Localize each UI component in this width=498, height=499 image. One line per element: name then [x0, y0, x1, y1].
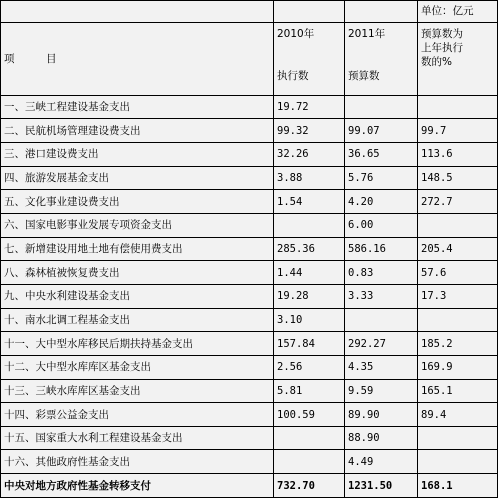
total-row	[1, 474, 498, 498]
value-pct: 205.4	[418, 237, 498, 261]
blank-cell	[1, 1, 274, 23]
item-cell: 九、中央水利建设基金支出	[1, 284, 274, 308]
value-2010	[274, 426, 345, 450]
value-2011: 36.65	[345, 142, 418, 166]
table-row	[1, 355, 498, 379]
table-row	[1, 379, 498, 403]
value-2011: 0.83	[345, 261, 418, 285]
value-2011: 4.35	[345, 355, 418, 379]
value-2011	[345, 95, 418, 119]
value-2011: 6.00	[345, 213, 418, 237]
table-row	[1, 166, 498, 190]
table-row	[1, 332, 498, 356]
value-2011: 88.90	[345, 426, 418, 450]
value-pct: 272.7	[418, 190, 498, 214]
value-2010: 3.10	[274, 308, 345, 332]
item-cell: 十二、大中型水库库区基金支出	[1, 355, 274, 379]
unit-row	[1, 1, 498, 23]
item-cell: 七、新增建设用地土地有偿使用费支出	[1, 237, 274, 261]
value-2010: 99.32	[274, 119, 345, 143]
table-row	[1, 190, 498, 214]
value-2010: 285.36	[274, 237, 345, 261]
table-row	[1, 237, 498, 261]
value-2011: 3.33	[345, 284, 418, 308]
header-row	[1, 22, 498, 95]
value-pct: 165.1	[418, 379, 498, 403]
item-cell: 十五、国家重大水利工程建设基金支出	[1, 426, 274, 450]
table-row	[1, 284, 498, 308]
item-cell: 六、国家电影事业发展专项资金支出	[1, 213, 274, 237]
value-2011: 4.49	[345, 450, 418, 474]
value-2010: 2.56	[274, 355, 345, 379]
item-cell: 十六、其他政府性基金支出	[1, 450, 274, 474]
value-pct: 148.5	[418, 166, 498, 190]
value-2011: 5.76	[345, 166, 418, 190]
item-cell: 十三、三峡水库库区基金支出	[1, 379, 274, 403]
value-2011: 4.20	[345, 190, 418, 214]
item-cell: 十、南水北调工程基金支出	[1, 308, 274, 332]
header-2011-year: 2011年	[348, 27, 386, 40]
value-2011: 9.59	[345, 379, 418, 403]
value-pct: 99.7	[418, 119, 498, 143]
value-2010: 1.44	[274, 261, 345, 285]
value-pct	[418, 213, 498, 237]
header-item-label: 项 目	[4, 52, 57, 65]
value-2010: 1.54	[274, 190, 345, 214]
total-2010: 732.70	[274, 474, 345, 498]
table-row	[1, 426, 498, 450]
value-2010: 3.88	[274, 166, 345, 190]
table-row	[1, 308, 498, 332]
total-2011: 1231.50	[345, 474, 418, 498]
value-2010	[274, 213, 345, 237]
unit-label: 单位：亿元	[418, 1, 498, 23]
value-2011: 586.16	[345, 237, 418, 261]
table-row	[1, 213, 498, 237]
value-pct	[418, 426, 498, 450]
value-2010: 157.84	[274, 332, 345, 356]
value-2010: 32.26	[274, 142, 345, 166]
value-pct: 17.3	[418, 284, 498, 308]
table-row	[1, 142, 498, 166]
item-cell: 十一、大中型水库移民后期扶持基金支出	[1, 332, 274, 356]
item-cell: 一、三峡工程建设基金支出	[1, 95, 274, 119]
value-2010: 19.72	[274, 95, 345, 119]
value-pct	[418, 95, 498, 119]
table-row	[1, 261, 498, 285]
header-2010	[274, 22, 345, 95]
item-cell: 四、旅游发展基金支出	[1, 166, 274, 190]
header-item	[1, 22, 274, 95]
header-pct-l2: 上年执行	[421, 41, 463, 54]
header-2010-sub: 执行数	[277, 69, 309, 82]
header-pct	[418, 22, 498, 95]
value-2010: 100.59	[274, 403, 345, 427]
item-cell: 十四、彩票公益金支出	[1, 403, 274, 427]
value-pct: 113.6	[418, 142, 498, 166]
header-2011-sub: 预算数	[348, 69, 380, 82]
table-row	[1, 95, 498, 119]
table-row	[1, 119, 498, 143]
value-pct: 57.6	[418, 261, 498, 285]
blank-cell	[274, 1, 345, 23]
value-pct	[418, 308, 498, 332]
value-2011: 292.27	[345, 332, 418, 356]
value-2011: 89.90	[345, 403, 418, 427]
value-2010: 19.28	[274, 284, 345, 308]
header-2010-year: 2010年	[277, 27, 315, 40]
blank-cell	[345, 1, 418, 23]
value-2011	[345, 308, 418, 332]
header-pct-l1: 预算数为	[421, 27, 463, 40]
header-pct-l3: 数的%	[421, 55, 452, 68]
total-item-cell: 中央对地方政府性基金转移支付	[1, 474, 274, 498]
item-cell: 二、民航机场管理建设费支出	[1, 119, 274, 143]
value-pct: 89.4	[418, 403, 498, 427]
table-row	[1, 450, 498, 474]
table-row	[1, 403, 498, 427]
item-cell: 八、森林植被恢复费支出	[1, 261, 274, 285]
value-2010: 5.81	[274, 379, 345, 403]
item-cell: 五、文化事业建设费支出	[1, 190, 274, 214]
value-pct: 169.9	[418, 355, 498, 379]
value-pct: 185.2	[418, 332, 498, 356]
value-2010	[274, 450, 345, 474]
value-2011: 99.07	[345, 119, 418, 143]
header-2011	[345, 22, 418, 95]
value-pct	[418, 450, 498, 474]
total-pct: 168.1	[418, 474, 498, 498]
item-cell: 三、港口建设费支出	[1, 142, 274, 166]
